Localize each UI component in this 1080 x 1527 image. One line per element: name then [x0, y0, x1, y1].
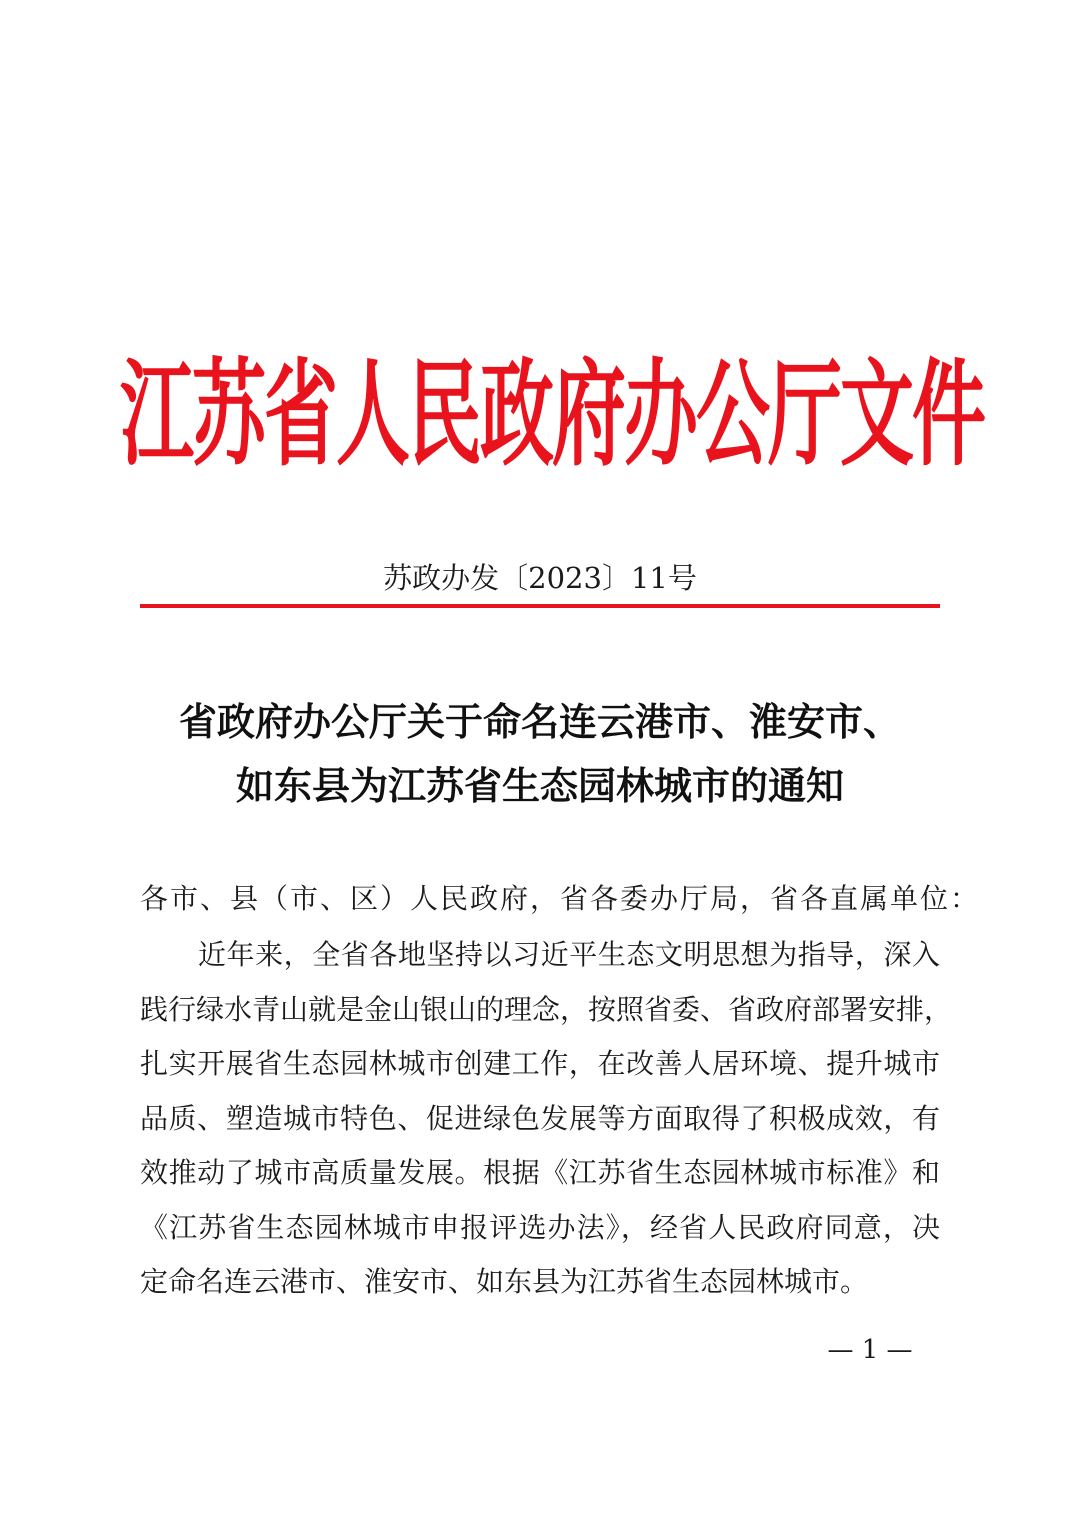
- red-separator-rule: [140, 604, 940, 608]
- body-line-3: 扎实开展省生态园林城市创建工作，在改善人居环境、提升城市: [140, 1047, 940, 1080]
- body-line-4: 品质、塑造城市特色、促进绿色发展等方面取得了积极成效，有: [140, 1101, 940, 1135]
- document-title: [140, 690, 940, 818]
- title-line-1: 省政府办公厅关于命名连云港市、淮安市、: [178, 699, 901, 744]
- salutation: 各市、县（市、区）人民政府，省各委办厅局，省各直属单位：: [140, 882, 981, 915]
- title-line-2: 如东县为江苏省生态园林城市的通知: [235, 763, 844, 808]
- body-line-7: 定命名连云港市、淮安市、如东县为江苏省生态园林城市。: [140, 1265, 869, 1298]
- body-line-2: 践行绿水青山就是金山银山的理念，按照省委、省政府部署安排，: [140, 992, 953, 1026]
- body-line-6: 《江苏省生态园林城市申报评选办法》，经省人民政府同意，决: [140, 1210, 940, 1244]
- issuer-masthead: 江苏省人民政府办公厅文件: [120, 348, 984, 482]
- body-paragraph: [140, 928, 953, 1310]
- body-line-5: 效推动了城市高质量发展。根据《江苏省生态园林城市标准》和: [140, 1156, 940, 1189]
- page-number: — 1 —: [827, 1335, 913, 1365]
- body-line-1: 近年来，全省各地坚持以习近平生态文明思想为指导，深入: [198, 938, 940, 971]
- document-number: 苏政办发〔2023〕11号: [383, 561, 697, 595]
